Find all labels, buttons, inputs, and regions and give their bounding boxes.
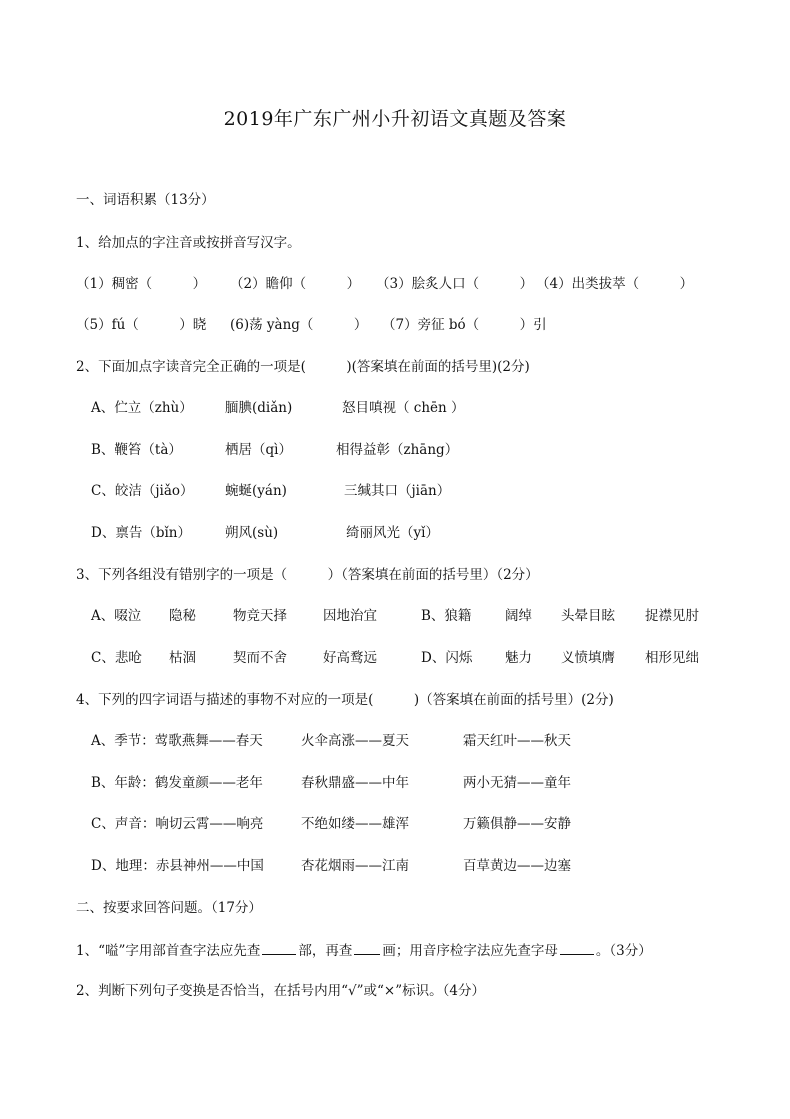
q4-b-col-2: 春秋鼎盛——中年 <box>301 775 409 791</box>
q3-r2-c5: D、闪烁 <box>421 650 473 666</box>
q2-b-col-1: B、鞭笞（tà） <box>91 442 182 458</box>
q1-item-7: （7）旁征 bó（ ）引 <box>382 317 547 333</box>
section-2-heading: 二、按要求回答问题。（17分） <box>76 900 262 916</box>
fill-blank-strokes[interactable] <box>354 940 380 955</box>
q3-r2-c7: 义愤填膺 <box>561 650 615 666</box>
q2-option-b <box>91 440 751 460</box>
q3-r1-c2: 隐秘 <box>169 608 196 624</box>
q3-r2-c1: C、悲呛 <box>91 650 142 666</box>
q1-row-2 <box>76 315 766 335</box>
s2-q1-part-4: 。（3分） <box>595 943 652 959</box>
s2-q1-part-2: 部，再查 <box>298 943 353 959</box>
q2-b-col-3: 相得益彰（zhāng） <box>336 442 459 458</box>
q4-option-d <box>91 856 751 876</box>
q1-item-2: （2）瞻仰（ ） <box>230 276 361 292</box>
q1-item-4: （4）出类拔萃（ ） <box>536 276 694 292</box>
q4-b-col-3: 两小无猜——童年 <box>463 775 571 791</box>
q3-r2-c6: 魅力 <box>505 650 532 666</box>
q4-c-col-3: 万籁俱静——安静 <box>463 816 571 832</box>
q2-option-a <box>91 398 751 418</box>
page-title: 2019年广东广州小升初语文真题及答案 <box>223 108 567 130</box>
fill-blank-radical[interactable] <box>262 940 296 955</box>
q3-r1-c7: 头晕目眩 <box>561 608 615 624</box>
q3-r1-c1: A、啜泣 <box>91 608 142 624</box>
q4-a-col-3: 霜天红叶——秋天 <box>463 733 571 749</box>
q2-a-col-3: 怒目嗔视（ chēn ） <box>342 400 465 416</box>
q2-option-c <box>91 481 751 501</box>
q2-option-d <box>91 523 751 543</box>
q3-r1-c6: 阔绰 <box>505 608 532 624</box>
q2-d-col-1: D、禀告（bǐn） <box>91 525 191 541</box>
fill-blank-letter[interactable] <box>560 940 594 955</box>
q4-option-c <box>91 814 751 834</box>
q3-row-1 <box>91 606 771 626</box>
q3-r2-c3: 契而不舍 <box>233 650 287 666</box>
s2-q1-part-3: 画；用音序检字法应先查字母 <box>382 943 558 959</box>
q1-item-6: (6)荡 yàng（ ） <box>230 317 368 333</box>
q4-d-col-1: D、地理：赤县神州——中国 <box>91 858 264 874</box>
q4-d-col-2: 杏花烟雨——江南 <box>301 858 409 874</box>
q2-stem: 2、下面加点字读音完全正确的一项是( )(答案填在前面的括号里)(2分) <box>76 359 530 375</box>
q2-a-col-2: 腼腆(diǎn) <box>225 400 293 416</box>
q3-row-2 <box>91 648 771 668</box>
q1-stem: 1、给加点的字注音或按拼音写汉字。 <box>76 235 301 251</box>
q3-r2-c8: 相形见绌 <box>645 650 699 666</box>
q2-c-col-3: 三缄其口（jiān） <box>344 483 451 499</box>
s2-q1 <box>76 940 652 961</box>
s2-q1-part-1: 1、“嗌”字用部首查字法应先查 <box>76 943 261 959</box>
q1-item-1: （1）稠密（ ） <box>76 276 207 292</box>
q3-r1-c8: 捉襟见肘 <box>645 608 699 624</box>
q2-d-col-2: 朔风(sù) <box>225 525 279 541</box>
q3-r1-c4: 因地治宜 <box>323 608 377 624</box>
q2-d-col-3: 绮丽风光（yǐ） <box>346 525 439 541</box>
q4-c-col-1: C、声音：响切云霄——响亮 <box>91 816 264 832</box>
q3-stem: 3、下列各组没有错别字的一项是（ ）（答案填在前面的括号里）（2分） <box>76 567 539 583</box>
q1-item-5: （5）fú（ ）晓 <box>76 317 207 333</box>
q4-option-b <box>91 773 751 793</box>
q3-r2-c4: 好高鹜远 <box>323 650 377 666</box>
q2-c-col-2: 蜿蜒(yán) <box>225 483 287 499</box>
q4-stem: 4、下列的四字词语与描述的事物不对应的一项是( )（答案填在前面的括号里）(2分) <box>76 692 614 708</box>
q4-a-col-1: A、季节：莺歌燕舞——春天 <box>91 733 263 749</box>
q4-option-a <box>91 731 751 751</box>
q2-b-col-2: 栖居（qì） <box>225 442 292 458</box>
q2-c-col-1: C、皎洁（jiǎo） <box>91 483 194 499</box>
q4-a-col-2: 火伞高涨——夏天 <box>301 733 409 749</box>
q3-r2-c2: 枯涸 <box>169 650 196 666</box>
section-1-heading: 一、词语积累（13分） <box>76 192 215 208</box>
q4-c-col-2: 不绝如缕——雄浑 <box>301 816 409 832</box>
q2-a-col-1: A、伫立（zhù） <box>91 400 193 416</box>
q3-r1-c3: 物竞天择 <box>233 608 287 624</box>
s2-q2-stem: 2、判断下列句子变换是否恰当，在括号内用“√”或“×”标识。（4分） <box>76 983 485 999</box>
q1-row-1 <box>76 274 766 294</box>
q1-item-3: （3）脍炙人口（ ） <box>376 276 534 292</box>
q3-r1-c5: B、狼籍 <box>421 608 472 624</box>
q4-d-col-3: 百草黄边——边塞 <box>463 858 571 874</box>
q4-b-col-1: B、年龄：鹤发童颜——老年 <box>91 775 263 791</box>
